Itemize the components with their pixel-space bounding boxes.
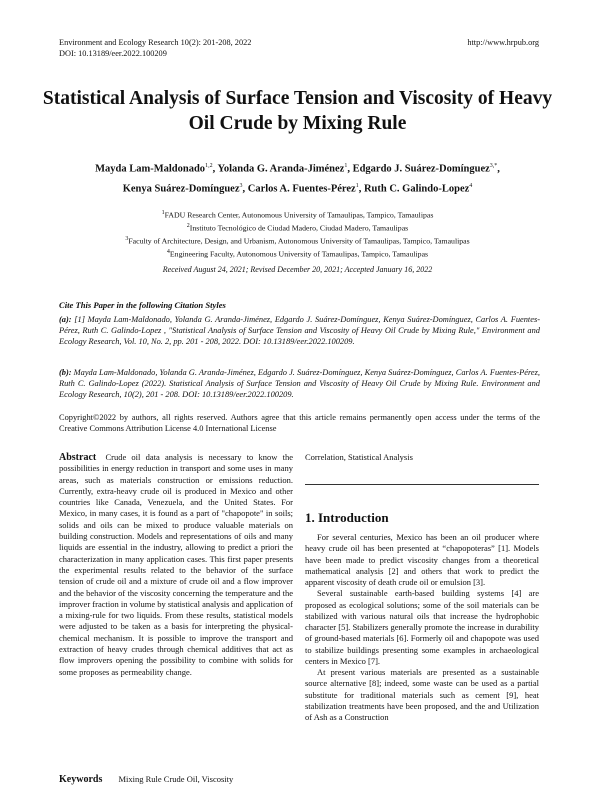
paragraph: Several sustainable earth-based building systems [4] are proposed as ecological solutions; some of the soil materials can be stabilized with various natural oils that increase the hydrophobic character [5]. Stabilizers generally promote the increase in durability of ground-based materials [6]. Formerly oil and chapopote was used to stabilize buildings presenting some examples in archaeological centers in Mexico [7].	[305, 588, 539, 666]
author-name: Kenya Suárez-Domínguez	[122, 183, 240, 194]
author-name: Mayda Lam-Maldonado	[95, 163, 206, 175]
paragraph: For several centuries, Mexico has been an oil producer where heavy crude oil has been presented at “chapopoteras” [1]. Models have been made to predict viscosity changes from a theoretical mathematical analysis [2] and others that work to predict the apparent viscosity of death crude oil or emulsion [3].	[305, 532, 539, 587]
keywords	[59, 774, 293, 785]
affiliations	[40, 208, 555, 260]
author-affil-sup: 1	[344, 163, 348, 169]
doi: DOI: 10.13189/eer.2022.100209	[59, 49, 167, 58]
affiliation-line: $^4$Engineering Faculty, Autonomous University of Tamaulipas, Tampico, Tamaulipas	[166, 249, 429, 259]
abstract-label: Abstract	[59, 452, 97, 463]
paper-title: Statistical Analysis of Surface Tension and Viscosity of Heavy Oil Crude by Mixing Rule	[42, 88, 553, 134]
author-name: Carlos A. Fuentes-Pérez	[247, 183, 356, 194]
section-divider	[305, 484, 539, 485]
paragraph: At present various materials are presented as a sustainable source alternative [8]; indeed, some waste can be used as a partial substitute for traditional materials such as cement [9], heat stabilization treatments have been proposed, and the and Utilization of Ash as a Construction	[305, 667, 539, 722]
citation-style-a: (a): [1] Mayda Lam-Maldonado, Yolanda G. Aranda-Jiménez, Edgardo J. Suárez-Domínguez, Kenya Suárez-Domínguez, Carlos A. Fuentes-Pérez, Ruth C. Galindo-Lopez , "Statistical Analysis of Surface Tension and Viscosity of Heavy Oil Crude by Mixing Rule," Environment and Ecology Research, Vol. 10, No. 2, pp. 201 - 208, 2022. DOI: 10.13189/eer.2022.100209.	[59, 315, 541, 346]
author-affil-sup: 1,2	[205, 163, 213, 169]
affiliation-line: $^2$Instituto Tecnológico de Ciudad Madero, Ciudad Madero, Tamaulipas	[186, 223, 409, 233]
author-name: Ruth C. Galindo-Lopez	[363, 183, 470, 194]
author-name: Yolanda G. Aranda-Jiménez	[217, 163, 345, 175]
citation-heading: Cite This Paper in the following Citation Styles	[59, 300, 226, 310]
author-affil-sup: 3	[239, 182, 243, 189]
keywords-label: Keywords	[59, 774, 103, 785]
copyright-notice: Copyright©2022 by authors, all rights reserved. Authors agree that this article remains permanently open access under the terms of the Creative Commons Attribution License 4.0 International License	[59, 413, 540, 433]
section-heading: 1. Introduction	[305, 510, 389, 525]
running-header	[59, 37, 539, 59]
author-affil-sup: 4	[469, 182, 473, 189]
affiliation-line: $^3$Faculty of Architecture, Design, and Urbanism, Autonomous University of Tamaulipas, Tampico, Tamaulipas	[125, 236, 470, 246]
abstract-text: Crude oil data analysis is necessary to know the possibilities in energy reduction in transport and some uses in many areas, such as materials construction or emissions reduction. Currently, extra-heavy crude oil is produced in Mexico and other countries like Canada, Venezuela, and the United States. For Mexico, in many cases, it is found as a part of "chapopote" in soils; solids and oils can be mixed to produce valuable materials on building construction. Models and representations of oils and many liquids are essential in the industry, allowing to predict a priori the characterization in many application cases. This first paper presents the experimental results related to the behavior of the surface tension of crude oil and a mixture of crude oil and a flow improver and the behavior of the viscosity concerning the temperature and the improver fraction in volume by statistical analysis and application of a mixing-rule for two liquids. From these results, statistical models were adjusted to be taken as a basis for interpreting the physical-chemical mechanism. It is possible to improve the transport and extraction of heavy crudes through chemical additives that act as flow improvers opening the possibility to combine with solids for some proposes as permeability change.	[59, 452, 293, 677]
abstract	[59, 452, 293, 678]
keywords-text: Mixing Rule Crude Oil, Viscosity	[118, 774, 234, 784]
journal-url[interactable]: http://www.hrpub.org	[467, 38, 539, 47]
author-affil-sup: 1	[355, 182, 359, 189]
journal-citation: Environment and Ecology Research 10(2): 201-208, 2022	[59, 38, 252, 47]
introduction-body	[305, 532, 539, 723]
author-affil-sup: 3,*	[489, 163, 498, 169]
citation-style-b: (b): Mayda Lam-Maldonado, Yolanda G. Aranda-Jiménez, Edgardo J. Suárez-Domínguez, Kenya Suárez-Domínguez, Carlos A. Fuentes-Pérez, Ruth C. Galindo-Lopez (2022). Statistical Analysis of Surface Tension and Viscosity of Heavy Oil Crude by Mixing Rule. Environment and Ecology Research, 10(2), 201 - 208. DOI: 10.13189/eer.2022.100209.	[59, 368, 540, 399]
keywords-continued: Correlation, Statistical Analysis	[305, 452, 413, 462]
author-name: Edgardo J. Suárez-Domínguez	[352, 163, 490, 175]
received-dates: Received August 24, 2021; Revised December 20, 2021; Accepted January 16, 2022	[162, 265, 433, 274]
author-list: Mayda Lam-Maldonado$^{1,2}$, Yolanda G. Aranda-Jiménez$^1$, Edgardo J. Suárez-Domínguez$^{3,*}$, Kenya Suárez-Domínguez$^3$, Carlos A. Fuentes-Pérez$^1$, Ruth C. Galindo-Lopez$^4$	[95, 163, 500, 194]
affiliation-line: $^1$FADU Research Center, Autonomous University of Tamaulipas, Tampico, Tamaulipas	[161, 210, 434, 220]
